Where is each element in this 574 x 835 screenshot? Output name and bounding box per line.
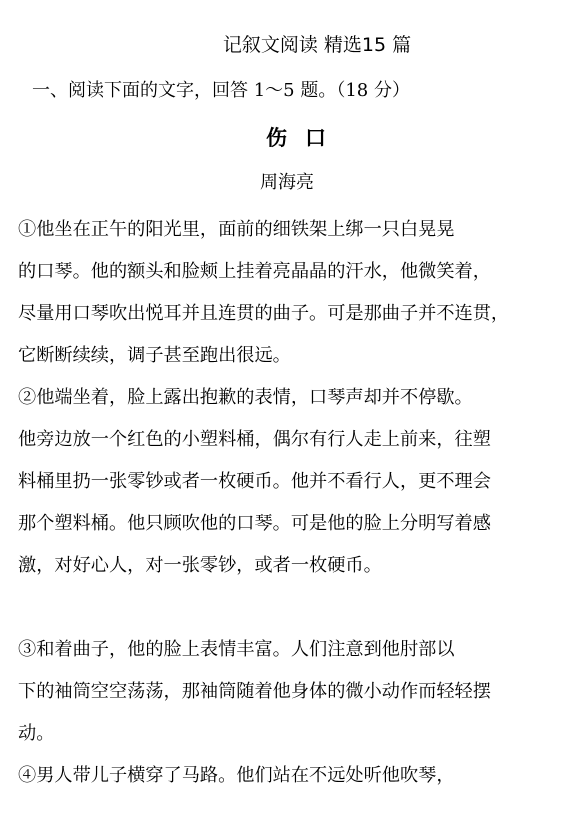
paragraph-line: 它断断续续，调子甚至跑出很远。 — [18, 345, 291, 366]
document-title: 记叙文阅读 精选15 篇 — [222, 34, 412, 56]
paragraph-line: 动。 — [18, 723, 55, 744]
paragraph-line: 料桶里扔一张零钞或者一枚硬币。他并不看行人，更不理会 — [18, 471, 491, 492]
paragraph-line: 尽量用口琴吹出悦耳并且连贯的曲子。可是那曲子并不连贯， — [18, 303, 510, 324]
paragraph-2 — [18, 377, 558, 587]
paragraph-line: ④男人带儿子横穿了马路。他们站在不远处听他吹琴， — [18, 765, 455, 786]
paragraph-line: 他旁边放一个红色的小塑料桶，偶尔有行人走上前来，往塑 — [18, 429, 491, 450]
paragraph-line: 的口琴。他的额头和脸颊上挂着亮晶晶的汗水，他微笑着， — [18, 261, 491, 282]
paragraph-line: ①他坐在正午的阳光里，面前的细铁架上绑一只白晃晃 — [18, 219, 455, 240]
paragraph-line: ③和着曲子，他的脸上表情丰富。人们注意到他肘部以 — [18, 639, 455, 660]
paragraph-3 — [18, 629, 558, 755]
section-instruction: 一、阅读下面的文字，回答 1～5 题。（18 分） — [32, 80, 410, 101]
story-author: 周海亮 — [260, 172, 314, 193]
paragraph-line: ②他端坐着，脸上露出抱歉的表情，口琴声却并不停歇。 — [18, 387, 473, 408]
story-title: 伤口 — [266, 125, 344, 150]
paragraph-1 — [18, 209, 558, 377]
paragraph-line: 那个塑料桶。他只顾吹他的口琴。可是他的脸上分明写着感 — [18, 513, 491, 534]
paragraph-line: 激，对好心人，对一张零钞，或者一枚硬币。 — [18, 555, 382, 576]
paragraph-line: 下的袖筒空空荡荡，那袖筒随着他身体的微小动作而轻轻摆 — [18, 681, 491, 702]
paragraph-4 — [18, 755, 558, 797]
